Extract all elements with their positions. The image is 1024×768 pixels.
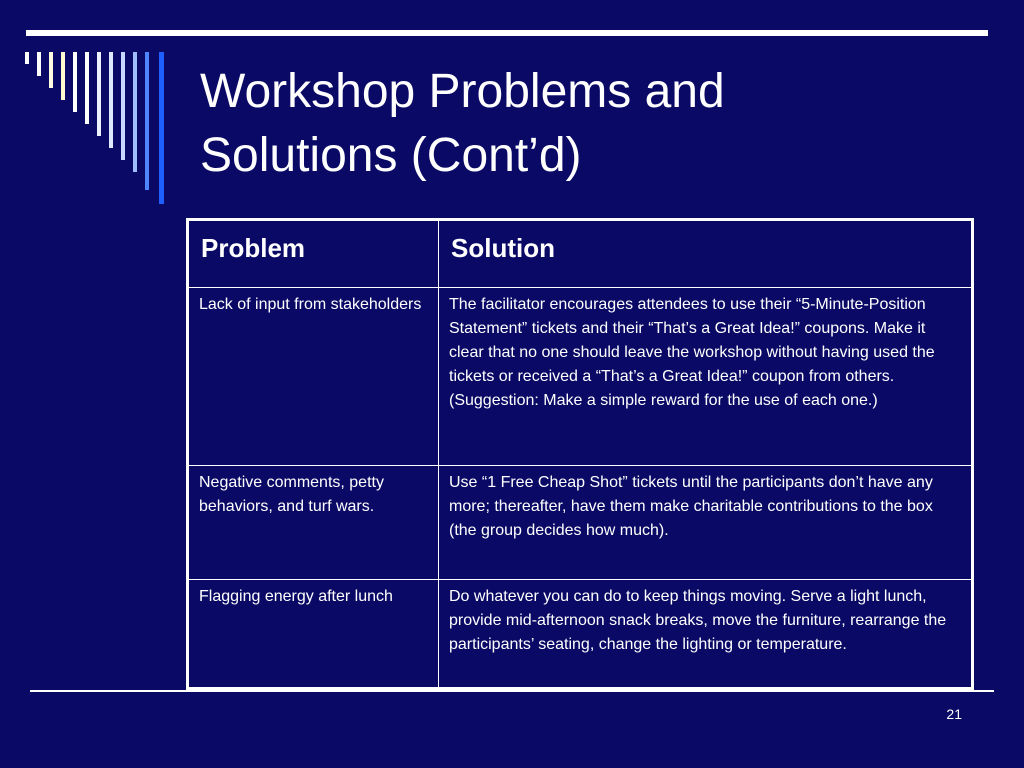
- stripe: [25, 52, 29, 64]
- solution-cell: Use “1 Free Cheap Shot” tickets until the participants don’t have any more; thereafter, have them make charitable contributions to the box (the group decides how much).: [439, 466, 972, 580]
- stripe: [145, 52, 149, 190]
- stripe: [109, 52, 113, 148]
- slide-title: [200, 60, 980, 188]
- stripe: [133, 52, 137, 172]
- solution-cell: Do whatever you can do to keep things moving. Serve a light lunch, provide mid-afternoon snack breaks, move the furniture, rearrange the participants’ seating, change the lighting or temperature.: [439, 580, 972, 688]
- stripe: [73, 52, 77, 112]
- stripe: [159, 52, 164, 204]
- table-row: [189, 466, 972, 580]
- stripe: [61, 52, 65, 100]
- stripe: [49, 52, 53, 88]
- page-number: 21: [946, 706, 962, 722]
- header-solution: Solution: [439, 221, 972, 288]
- bottom-divider: [30, 690, 994, 692]
- solution-cell: The facilitator encourages attendees to use their “5-Minute-Position Statement” tickets and their “That’s a Great Idea!” coupons. Make it clear that no one should leave the workshop without having used the tickets or received a “That’s a Great Idea!” coupon from others. (Suggestion: Make a simple reward for the use of each one.): [439, 288, 972, 466]
- title-line-2: Solutions (Cont’d): [200, 129, 582, 182]
- stripe: [97, 52, 101, 136]
- title-line-1: Workshop Problems and: [200, 65, 725, 118]
- problems-solutions-table: [186, 218, 974, 690]
- problem-cell: Flagging energy after lunch: [189, 580, 439, 688]
- problem-cell: Lack of input from stakeholders: [189, 288, 439, 466]
- stripe: [121, 52, 125, 160]
- table-row: [189, 288, 972, 466]
- stripe: [85, 52, 89, 124]
- decorative-stripes: [0, 0, 180, 210]
- table-row: [189, 580, 972, 688]
- header-problem: Problem: [189, 221, 439, 288]
- problem-cell: Negative comments, petty behaviors, and turf wars.: [189, 466, 439, 580]
- table-header-row: [189, 221, 972, 288]
- stripe: [37, 52, 41, 76]
